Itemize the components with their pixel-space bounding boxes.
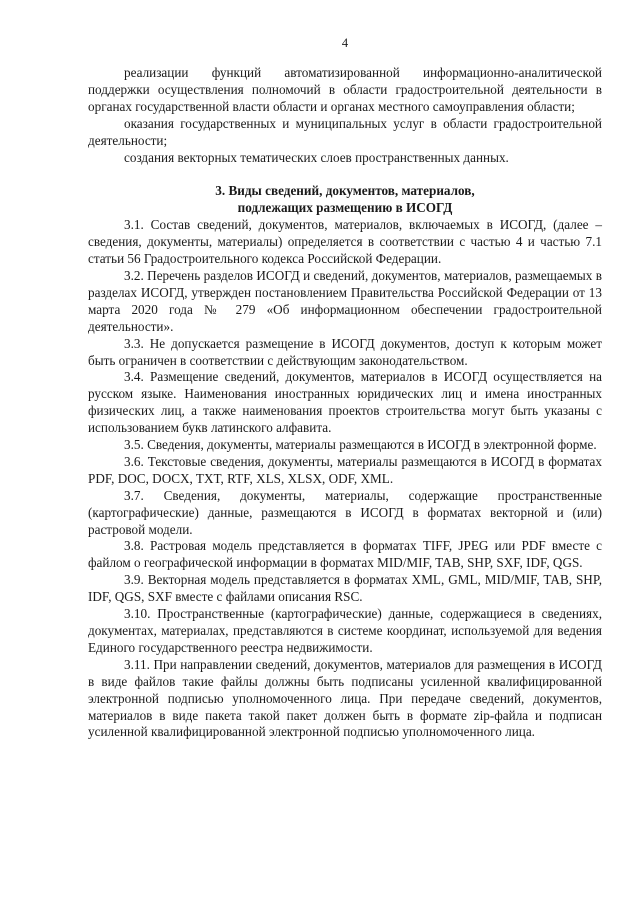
- clause-3-11: 3.11. При направлении сведений, документов, материалов для размещения в ИСОГД в виде файлов такие файлы должны быть подписаны усиленной квалифицированной электронной подписью уполномоченного лица. При передаче сведений, документов, материалов в виде пакета такой пакет должен быть в формате zip-файла и подписан усиленной квалифицированной электронной подписью уполномоченного лица.: [88, 656, 602, 740]
- section-body: [88, 217, 602, 741]
- clause-3-3: 3.3. Не допускается размещение в ИСОГД документов, доступ к которым может быть ограничен в соответствии с действующим законодательством.: [88, 335, 602, 368]
- intro-block: [88, 65, 602, 166]
- clause-3-10: 3.10. Пространственные (картографические) данные, содержащиеся в сведениях, документах, материалах, представляются в системе координат, используемой для ведения Единого государственного реестра недвижимости.: [88, 606, 602, 655]
- clause-3-7: 3.7. Сведения, документы, материалы, содержащие пространственные (картографические) данные, размещаются в ИСОГД в форматах векторной и (или) растровой модели.: [88, 487, 602, 537]
- section-heading: [88, 183, 602, 217]
- clause-3-2: 3.2. Перечень разделов ИСОГД и сведений, документов, материалов, размещаемых в разделах ИСОГД, утвержден постановлением Правительства Российской Федерации от 13 марта 2020 года № 279 «Об информационном обеспечении градостроительной деятельности».: [88, 267, 602, 334]
- section-title-line-2: подлежащих размещению в ИСОГД: [237, 200, 453, 216]
- section-title-line-1: 3. Виды сведений, документов, материалов,: [215, 183, 475, 199]
- clause-3-1: 3.1. Состав сведений, документов, материалов, включаемых в ИСОГД, (далее – сведения, документы, материалы) определяется в соответствии с частью 4 и частью 7.1 статьи 56 Градостроительного кодекса Российской Федерации.: [88, 217, 602, 267]
- clause-3-8: 3.8. Растровая модель представляется в форматах TIFF, JPEG или PDF вместе с файлом о географической информации в форматах MID/MIF, TAB, SHP, SXF, IDF, QGS.: [88, 538, 602, 571]
- page-number: 4: [341, 36, 349, 50]
- clause-3-9: 3.9. Векторная модель представляется в форматах XML, GML, MID/MIF, TAB, SHP, IDF, QGS, SXF вместе с файлами описания RSC.: [88, 572, 602, 605]
- clause-3-6: 3.6. Текстовые сведения, документы, материалы размещаются в ИСОГД в форматах PDF, DOC, DOCX, TXT, RTF, XLS, XLSX, ODF, XML.: [88, 453, 602, 486]
- clause-3-5: 3.5. Сведения, документы, материалы размещаются в ИСОГД в электронной форме.: [124, 437, 597, 453]
- clause-3-4: 3.4. Размещение сведений, документов, материалов в ИСОГД осуществляется на русском языке. Наименования иностранных юридических лиц и имена иностранных физических лиц, а также наименования проектов строительства могут быть указаны с использованием букв латинского алфавита.: [88, 369, 602, 436]
- intro-paragraph-2: оказания государственных и муниципальных услуг в области градостроительной деятельности;: [88, 115, 602, 148]
- intro-paragraph-1: реализации функций автоматизированной информационно-аналитической поддержки осуществления полномочий в области градостроительной деятельности в органах государственной власти области и органах местного самоуправления области;: [88, 65, 602, 114]
- intro-paragraph-3: создания векторных тематических слоев пространственных данных.: [124, 149, 509, 165]
